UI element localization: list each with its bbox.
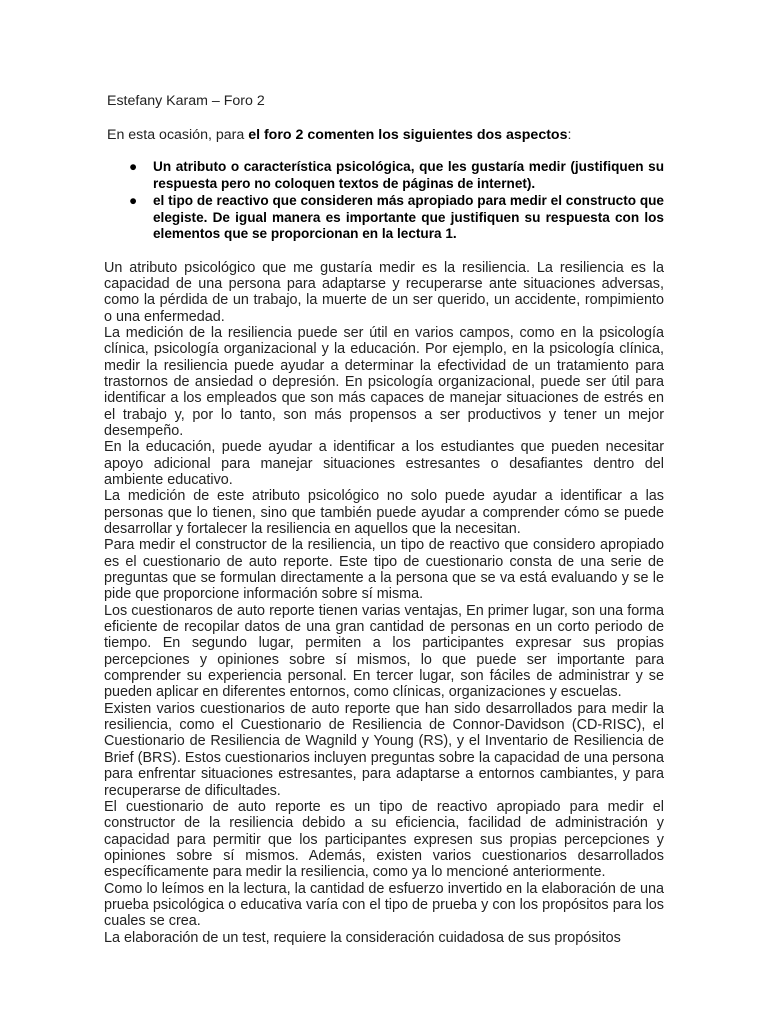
paragraph: La elaboración de un test, requiere la consideración cuidadosa de sus propósitos bbox=[104, 929, 621, 946]
intro-bold: el foro 2 comenten los siguientes dos aspectos bbox=[248, 127, 568, 143]
paragraph: En la educación, puede ayudar a identificar a los estudiantes que pueden necesitar apoyo adicional para manejar situaciones estresantes o desafiantes dentro del ambiente educativo. bbox=[104, 439, 664, 488]
question-text: Un atributo o característica psicológica, que les gustaría medir (justifiquen su respuesta pero no coloquen textos de páginas de internet). bbox=[153, 159, 664, 191]
bullet-icon: ● bbox=[129, 193, 138, 208]
question-item bbox=[129, 193, 664, 243]
paragraph: Los cuestionaros de auto reporte tienen varias ventajas, En primer lugar, son una forma eficiente de recopilar datos de una gran cantidad de personas en un corto periodo de tiempo. En segundo lugar, permiten a los participantes expresar sus propias percepciones y opiniones sobre sí mismos, lo que puede ser importante para comprender su experiencia personal. En tercer lugar, son fáciles de administrar y se pueden aplicar en diferentes entornos, como clínicas, organizaciones y escuelas. bbox=[104, 602, 664, 701]
question-text: el tipo de reactivo que consideren más apropiado para medir el constructo que elegiste. De igual manera es importante que justifiquen su respuesta con los elementos que se proporcionan en la lectura 1. bbox=[153, 193, 664, 241]
paragraph: El cuestionario de auto reporte es un tipo de reactivo apropiado para medir el constructor de la resiliencia debido a su eficiencia, facilidad de administración y capacidad para permitir que los participantes expresen sus propias percepciones y opiniones sobre sí mismos. Además, existen varios cuestionarios desarrollados específicamente para medir la resiliencia, como ya lo mencioné anteriormente. bbox=[104, 798, 664, 881]
paragraph: La medición de este atributo psicológico no solo puede ayudar a identificar a las personas que lo tienen, sino que también puede ayudar a comprender cómo se puede desarrollar y fortalecer la resiliencia en aquellos que la necesitan. bbox=[104, 488, 664, 537]
intro-suffix: : bbox=[567, 127, 572, 143]
intro-line bbox=[107, 127, 664, 144]
question-list bbox=[107, 159, 664, 243]
paragraph: Un atributo psicológico que me gustaría medir es la resiliencia. La resiliencia es la capacidad de una persona para adaptarse y recuperarse ante situaciones adversas, como la pérdida de un trabajo, la muerte de un ser querido, un accidente, rompimiento o una enfermedad. bbox=[104, 259, 664, 325]
paragraph: Existen varios cuestionarios de auto reporte que han sido desarrollados para medir la resiliencia, como el Cuestionario de Resiliencia de Connor-Davidson (CD-RISC), el Cuestionario de Resiliencia de Wagnild y Young (RS), y el Inventario de Resiliencia de Brief (BRS). Estos cuestionarios incluyen preguntas sobre la capacidad de una persona para enfrentar situaciones estresantes, para adaptarse a entornos cambiantes, y para recuperarse de dificultades. bbox=[104, 700, 664, 799]
bullet-icon: ● bbox=[129, 159, 138, 174]
essay-body bbox=[104, 260, 664, 946]
question-item bbox=[129, 159, 664, 192]
document-title: Estefany Karam – Foro 2 bbox=[107, 93, 265, 109]
paragraph: Como lo leímos en la lectura, la cantidad de esfuerzo invertido en la elaboración de una prueba psicológica o educativa varía con el tipo de prueba y con los propósitos para los cuales se crea. bbox=[104, 880, 664, 930]
intro-prefix: En esta ocasión, para bbox=[107, 127, 249, 143]
paragraph: La medición de la resiliencia puede ser útil en varios campos, como en la psicología clínica, psicología organizacional y la educación. Por ejemplo, en la psicología clínica, medir la resiliencia puede ayudar a determinar la efectividad de un tratamiento para trastornos de ansiedad o depresión. En psicología organizacional, puede ser útil para identificar a los empleados que son más capaces de manejar situaciones de estrés en el trabajo y, por lo tanto, son más propensos a ser productivos y tener un mejor desempeño. bbox=[104, 324, 664, 439]
paragraph: Para medir el constructor de la resiliencia, un tipo de reactivo que considero apropiado es el cuestionario de auto reporte. Este tipo de cuestionario consta de una serie de preguntas que se formulan directamente a la persona que se va está evaluando y se le pide que proporcione información sobre sí misma. bbox=[104, 537, 664, 603]
